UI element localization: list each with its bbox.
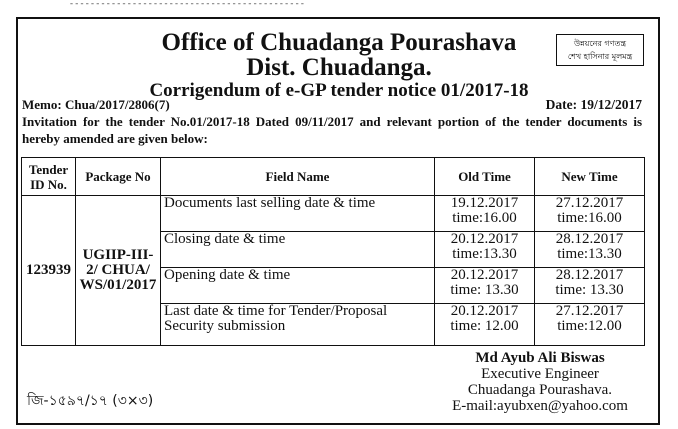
new-time: time:16.00 bbox=[557, 210, 622, 226]
new-date: 27.12.2017 bbox=[555, 195, 624, 211]
field-name-cell: Closing date & time bbox=[161, 232, 435, 268]
old-date: 19.12.2017 bbox=[450, 195, 519, 211]
district-title: Dist. Chuadanga. bbox=[246, 54, 432, 81]
tender-id-cell: 123939 bbox=[22, 196, 76, 346]
new-time: time:12.00 bbox=[557, 318, 622, 334]
new-time-cell bbox=[535, 196, 645, 232]
old-date: 20.12.2017 bbox=[450, 267, 519, 283]
field-name-cell: Documents last selling date & time bbox=[161, 196, 435, 232]
invitation-text: Invitation for the tender No.01/2017-18 Dated 09/11/2017 and relevant portion of the tender documents is hereby amended are given below: bbox=[22, 114, 642, 146]
cropped-top-text: - - - - - - - - - - - - - - - - - - - - - - - - - - - - - - - - - - - - - - - - - - - - - bbox=[70, 0, 304, 6]
memo-number: Memo: Chua/2017/2806(7) bbox=[22, 97, 170, 112]
old-time: time: 12.00 bbox=[450, 318, 519, 334]
slogan-line-1: উন্নয়নের গণতন্ত্র bbox=[573, 39, 627, 48]
signatory-name: Md Ayub Ali Biswas bbox=[475, 350, 605, 366]
office-title: Office of Chuadanga Pourashava bbox=[161, 29, 517, 56]
new-date: 28.12.2017 bbox=[555, 267, 624, 283]
old-time-cell bbox=[435, 232, 535, 268]
header-old-time: Old Time bbox=[435, 158, 535, 196]
new-time-cell bbox=[535, 232, 645, 268]
signatory-office: Chuadanga Pourashava. bbox=[467, 382, 613, 398]
signatory-email: E-mail:ayubxen@yahoo.com bbox=[452, 398, 628, 414]
new-date: 28.12.2017 bbox=[555, 231, 624, 247]
field-name-cell: Last date & time for Tender/Proposal Security submission bbox=[161, 304, 435, 346]
table-row bbox=[22, 196, 645, 232]
old-time-cell bbox=[435, 304, 535, 346]
signatory-title: Executive Engineer bbox=[481, 366, 599, 382]
old-date: 20.12.2017 bbox=[450, 231, 519, 247]
old-time: time:13.30 bbox=[452, 246, 517, 262]
new-date: 27.12.2017 bbox=[555, 303, 624, 319]
new-time: time:13.30 bbox=[557, 246, 622, 262]
tender-table bbox=[21, 157, 645, 346]
new-time-cell bbox=[535, 268, 645, 304]
old-time-cell bbox=[435, 196, 535, 232]
notice-date: Date: 19/12/2017 bbox=[545, 97, 642, 112]
header-field: Field Name bbox=[161, 158, 435, 196]
old-time: time: 13.30 bbox=[450, 282, 519, 298]
header-new-time: New Time bbox=[535, 158, 645, 196]
slogan-line-2: শেখ হাসিনার মূলমন্ত্র bbox=[567, 52, 633, 61]
corrigendum-title: Corrigendum of e-GP tender notice 01/2017-18 bbox=[149, 80, 529, 101]
table-header-row bbox=[22, 158, 645, 196]
slogan-box bbox=[556, 34, 644, 66]
old-date: 20.12.2017 bbox=[450, 303, 519, 319]
new-time-cell bbox=[535, 304, 645, 346]
header-package: Package No bbox=[76, 158, 161, 196]
old-time: time:16.00 bbox=[452, 210, 517, 226]
header-tender-id: Tender ID No. bbox=[22, 158, 76, 196]
reference-number: জি-১৫৯৭/১৭ (৩×৩) bbox=[27, 393, 154, 409]
field-name-cell: Opening date & time bbox=[161, 268, 435, 304]
new-time: time: 13.30 bbox=[555, 282, 624, 298]
package-cell: UGIIP-III-2/ CHUA/ WS/01/2017 bbox=[76, 196, 161, 346]
old-time-cell bbox=[435, 268, 535, 304]
